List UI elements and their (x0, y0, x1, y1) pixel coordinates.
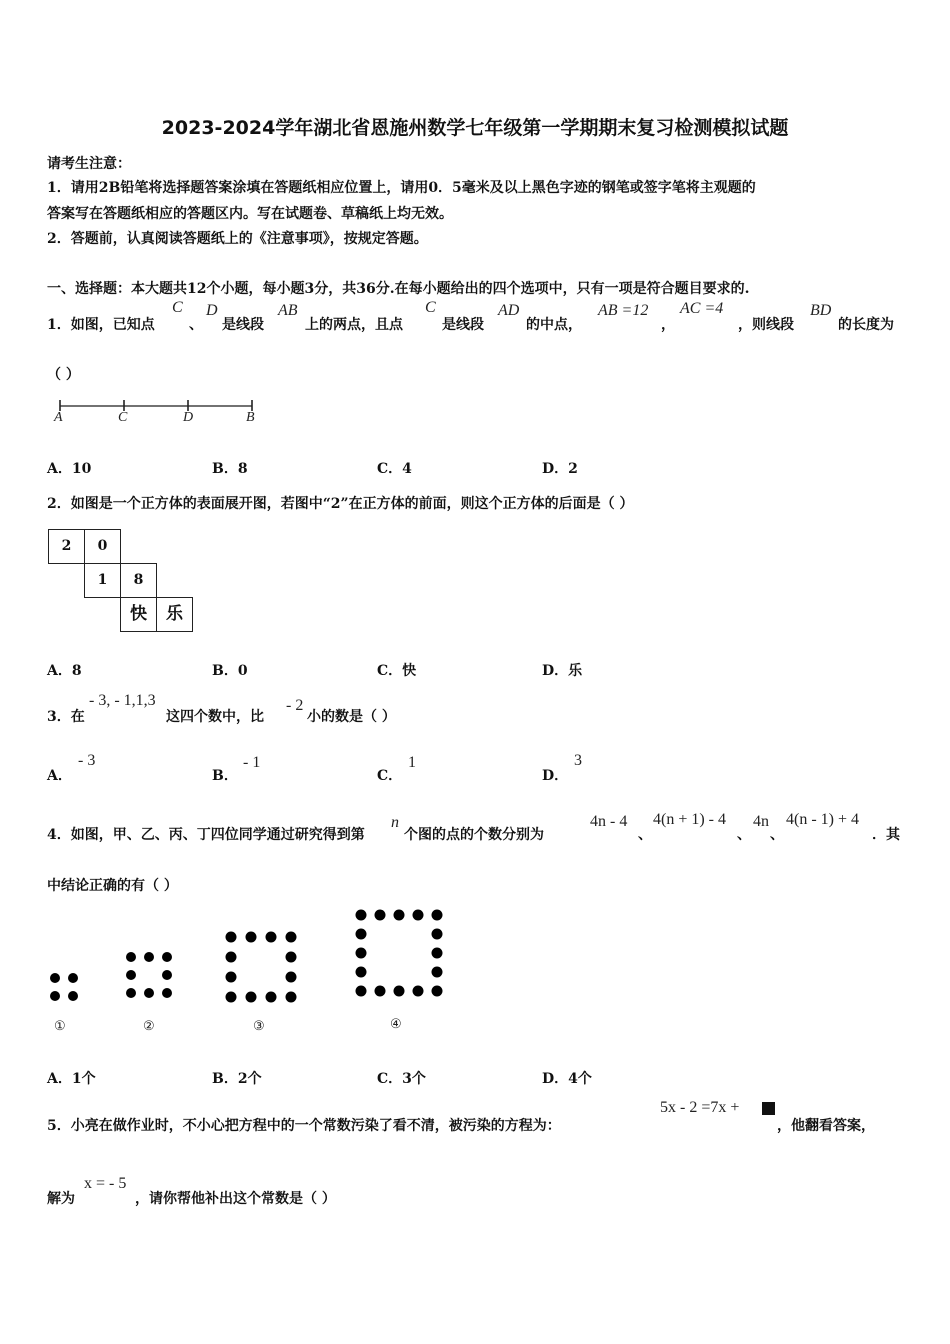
dot (162, 988, 172, 998)
q1-paren: （ ） (47, 367, 80, 383)
dot (286, 992, 297, 1003)
q5-equation: 5x - 2 =7x + (660, 1099, 740, 1116)
q5-text-2: ，他翻看答案， (777, 1118, 875, 1134)
page-title: 2023-2024学年湖北省恩施州数学七年级第一学期期末复习检测模拟试题 (161, 117, 789, 139)
q4-sep-2: 、 (737, 827, 751, 843)
q2-option-c[interactable]: C．快 (377, 663, 417, 679)
q3-value-a: - 3 (78, 752, 96, 769)
q1-text-2: 、 (189, 317, 203, 333)
q5-text-3: 解为 (47, 1191, 75, 1207)
dot (286, 932, 297, 943)
dot (356, 929, 367, 940)
q4-math-n: n (391, 814, 399, 831)
dot (68, 973, 78, 983)
q2-option-b[interactable]: B．0 (212, 663, 248, 679)
q1-math-c: C (172, 299, 183, 316)
dot (394, 986, 405, 997)
q1-math-c2: C (425, 299, 436, 316)
q5-text-4: ，请你帮他补出这个常数是（ ） (135, 1191, 336, 1207)
dot (266, 932, 277, 943)
dot (246, 992, 257, 1003)
q2-option-a[interactable]: A．8 (47, 663, 82, 679)
q4-text-line-2: 中结论正确的有（ ） (47, 878, 178, 894)
q1-math-ad: AD (498, 302, 520, 319)
q4-option-d[interactable]: D．4个 (542, 1071, 592, 1087)
notice-heading: 请考生注意： (47, 156, 131, 172)
net-cell-1: 1 (84, 563, 121, 598)
q3-value-b: - 1 (243, 754, 261, 771)
q1-option-d[interactable]: D．2 (542, 461, 578, 477)
dot (126, 988, 136, 998)
q1-text-5: 是线段 (442, 317, 484, 333)
q4-option-c[interactable]: C．3个 (377, 1071, 426, 1087)
q3-option-b[interactable]: B． (212, 768, 238, 784)
dot (432, 967, 443, 978)
q1-text-1: 1．如图，已知点 (47, 317, 155, 333)
fig-label-1: ① (54, 1018, 66, 1033)
dot (50, 973, 60, 983)
dot (126, 970, 136, 980)
q4-option-a[interactable]: A．1个 (47, 1071, 96, 1087)
q4-text-1: 4．如图，甲、乙、丙、丁四位同学通过研究得到第 (47, 827, 365, 843)
dot (394, 910, 405, 921)
q4-expr-1: 4n - 4 (590, 813, 628, 830)
dot-figures (0, 0, 1, 1)
q1-math-eq2: AC =4 (680, 300, 724, 317)
q4-sep-3: 、 (770, 827, 784, 843)
q5-text-1: 5．小亮在做作业时，不小心把方程中的一个常数污染了看不清，被污染的方程为： (47, 1118, 561, 1134)
q1-text-6: 的中点， (526, 317, 582, 333)
dot (226, 972, 237, 983)
smudge-mark (762, 1102, 775, 1115)
dot (226, 952, 237, 963)
dot (162, 970, 172, 980)
q3-neg-two: - 2 (286, 697, 304, 714)
q4-expr-4: 4(n - 1) + 4 (786, 811, 860, 828)
q1-option-b[interactable]: B．8 (212, 461, 248, 477)
dot (126, 952, 136, 962)
dot (246, 932, 257, 943)
dot (432, 948, 443, 959)
dot (144, 988, 154, 998)
dot (356, 948, 367, 959)
q3-text-3: 小的数是（ ） (307, 709, 396, 725)
dot (375, 986, 386, 997)
fig-label-2: ② (143, 1018, 155, 1033)
net-cell-le: 乐 (156, 597, 193, 632)
q1-math-eq1: AB =12 (598, 302, 649, 319)
q3-option-d[interactable]: D． (542, 768, 569, 784)
q1-text-3: 是线段 (222, 317, 264, 333)
q4-text-3: ．其 (872, 827, 900, 843)
fig-label-4: ④ (390, 1016, 402, 1031)
dot (375, 910, 386, 921)
label-a: A (54, 410, 63, 425)
q1-math-d: D (206, 302, 218, 319)
dot (413, 910, 424, 921)
dot (162, 952, 172, 962)
net-cell-8: 8 (120, 563, 157, 598)
dot-figures-group (50, 910, 443, 1003)
notice-line-3: 2．答题前，认真阅读答题纸上的《注意事项》，按规定答题。 (47, 231, 428, 247)
q4-expr-2: 4(n + 1) - 4 (653, 811, 727, 828)
dot (356, 967, 367, 978)
q3-value-c: 1 (408, 754, 416, 771)
net-cell-2: 2 (48, 529, 85, 564)
dot (432, 910, 443, 921)
net-cell-kuai: 快 (120, 597, 157, 632)
dot (144, 952, 154, 962)
q3-option-a[interactable]: A． (47, 768, 72, 784)
q1-option-c[interactable]: C．4 (377, 461, 412, 477)
q2-option-d[interactable]: D．乐 (542, 663, 583, 679)
notice-line-1: 1．请用2B铅笔将选择题答案涂填在答题纸相应位置上，请用0．5毫米及以上黑色字迹的钢笔或签字笔将主观题的 (47, 180, 756, 196)
fig-label-3: ③ (253, 1018, 265, 1033)
dot (413, 986, 424, 997)
q1-text-9: 的长度为 (838, 317, 894, 333)
q3-option-c[interactable]: C． (377, 768, 403, 784)
q3-value-d: 3 (574, 752, 582, 769)
q1-math-ab: AB (278, 302, 298, 319)
label-c: C (118, 410, 128, 425)
dot (286, 952, 297, 963)
q3-text-2: 这四个数中，比 (166, 709, 264, 725)
q1-text-4: 上的两点，且点 (305, 317, 403, 333)
q1-text-8: ，则线段 (738, 317, 794, 333)
dot (266, 992, 277, 1003)
dot (226, 932, 237, 943)
q1-option-a[interactable]: A．10 (47, 461, 92, 477)
dot (356, 910, 367, 921)
dot (286, 972, 297, 983)
q2-text: 2．如图是一个正方体的表面展开图，若图中“2”在正方体的前面，则这个正方体的后面是（ ） (47, 496, 634, 512)
q4-text-2: 个图的点的个数分别为 (404, 827, 544, 843)
label-d: D (183, 410, 194, 425)
dot (356, 986, 367, 997)
dot (432, 929, 443, 940)
q3-text-1: 3．在 (47, 709, 85, 725)
label-b: B (246, 410, 255, 425)
q4-expr-3: 4n (753, 813, 769, 830)
q1-math-bd: BD (810, 302, 832, 319)
q5-solution: x = - 5 (84, 1175, 127, 1192)
dot (226, 992, 237, 1003)
net-cell-0: 0 (84, 529, 121, 564)
dot (50, 991, 60, 1001)
notice-line-2: 答案写在答题纸相应的答题区内。写在试题卷、草稿纸上均无效。 (47, 206, 453, 222)
q3-numbers: - 3, - 1,1,3 (89, 692, 156, 709)
dot (68, 991, 78, 1001)
dot (432, 986, 443, 997)
q4-option-b[interactable]: B．2个 (212, 1071, 262, 1087)
q1-text-7: ， (661, 317, 675, 333)
section-heading: 一、选择题：本大题共12个小题，每小题3分，共36分.在每小题给出的四个选项中，只有一项是符合题目要求的. (47, 281, 750, 297)
q4-sep-1: 、 (638, 827, 652, 843)
